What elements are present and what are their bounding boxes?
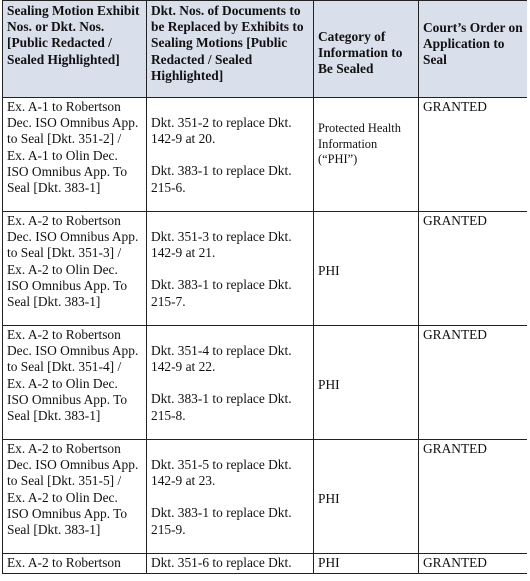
order-cell: GRANTED <box>419 98 528 212</box>
document-page <box>2 0 527 581</box>
table-row <box>3 440 528 554</box>
exhibit-cell: Ex. A-2 to Robertson <box>3 554 147 574</box>
table-row <box>3 554 528 574</box>
exhibit-cell: Ex. A-2 to Robertson Dec. ISO Omnibus App. to Seal [Dkt. 351-5] / Ex. A-2 to Olin Dec. ISO Omnibus App. To Seal [Dkt. 383-1] <box>3 440 147 554</box>
header-order: Court’s Order on Application to Seal <box>419 1 528 98</box>
header-replace: Dkt. Nos. of Documents to be Replaced by Exhibits to Sealing Motions [Public Redacted / Sealed Highlighted] <box>147 1 314 98</box>
exhibit-cell: Ex. A-1 to Robertson Dec. ISO Omnibus App. to Seal [Dkt. 351-2] / Ex. A-1 to Olin Dec. ISO Omnibus App. To Seal [Dkt. 383-1] <box>3 98 147 212</box>
replace-cell: Dkt. 351-4 to replace Dkt. 142-9 at 22. Dkt. 383-1 to replace Dkt. 215-8. <box>147 326 314 440</box>
replace-cell: Dkt. 351-3 to replace Dkt. 142-9 at 21. Dkt. 383-1 to replace Dkt. 215-7. <box>147 212 314 326</box>
category-cell: PHI <box>314 326 419 440</box>
category-cell: PHI <box>314 212 419 326</box>
sealing-table <box>2 0 527 574</box>
order-cell: GRANTED <box>419 554 528 574</box>
category-cell: PHI <box>314 440 419 554</box>
category-cell: PHI <box>314 554 419 574</box>
order-cell: GRANTED <box>419 440 528 554</box>
category-cell: Protected Health Information (“PHI”) <box>314 98 419 212</box>
replace-cell: Dkt. 351-2 to replace Dkt. 142-9 at 20. Dkt. 383-1 to replace Dkt. 215-6. <box>147 98 314 212</box>
table-row <box>3 98 528 212</box>
table-header-row <box>3 1 528 98</box>
order-cell: GRANTED <box>419 326 528 440</box>
order-cell: GRANTED <box>419 212 528 326</box>
header-category: Category of Information to Be Sealed <box>314 1 419 98</box>
replace-cell: Dkt. 351-5 to replace Dkt. 142-9 at 23. Dkt. 383-1 to replace Dkt. 215-9. <box>147 440 314 554</box>
replace-cell: Dkt. 351-6 to replace Dkt. <box>147 554 314 574</box>
exhibit-cell: Ex. A-2 to Robertson Dec. ISO Omnibus App. to Seal [Dkt. 351-4] / Ex. A-2 to Olin Dec. ISO Omnibus App. To Seal [Dkt. 383-1] <box>3 326 147 440</box>
table-row <box>3 212 528 326</box>
exhibit-cell: Ex. A-2 to Robertson Dec. ISO Omnibus App. to Seal [Dkt. 351-3] / Ex. A-2 to Olin Dec. ISO Omnibus App. To Seal [Dkt. 383-1] <box>3 212 147 326</box>
header-exhibit: Sealing Motion Exhibit Nos. or Dkt. Nos. [Public Redacted / Sealed Highlighted] <box>3 1 147 98</box>
table-row <box>3 326 528 440</box>
